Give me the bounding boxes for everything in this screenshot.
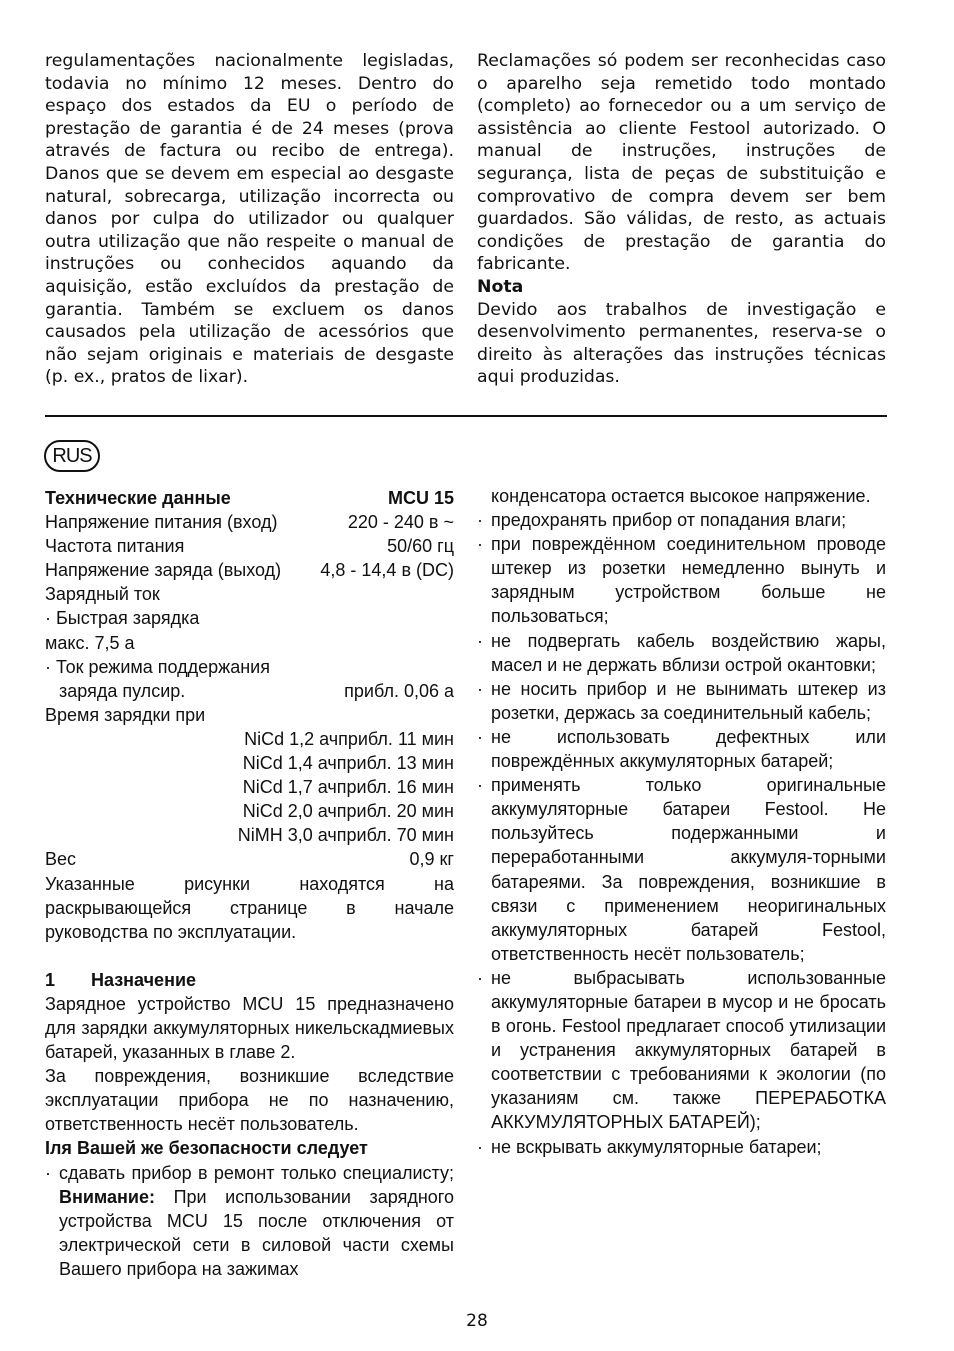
safety-heading: Іля Вашей же безопасности следует bbox=[45, 1138, 368, 1159]
figures-note: Указанные рисунки находятся на раскрывающейся странице в начале руководства по эксплуатации. bbox=[45, 873, 454, 942]
liability-paragraph: За повреждения, возникшие вследствие эксплуатации прибора не по назначению, ответственность несёт пользователь. bbox=[45, 1066, 454, 1135]
weight-row bbox=[45, 847, 454, 871]
tech-data-title: Технические данные bbox=[45, 488, 231, 508]
russian-right-column bbox=[477, 484, 886, 1159]
claims-paragraph: Reclamações só podem ser reconhecidas caso o aparelho seja remetido todo montado (completo) ao fornecedor ou a um serviço de assistência ao cliente Festool autorizado. O manual de instruções, instruções de segurança, lista de peças de substituição e comprovativo de compra devem ser bem guardados. São válidas, de resto, as actuais condições de prestação de garantia do fabricante. bbox=[477, 51, 886, 275]
section-number: 1 bbox=[45, 969, 56, 990]
pulse-label: заряда пулсир. bbox=[59, 680, 186, 701]
charge-time-row: NiCd 2,0 ачприбл. 20 мин bbox=[242, 801, 454, 822]
russian-left-column bbox=[45, 486, 454, 1281]
nota-heading: Nota bbox=[477, 276, 524, 297]
section-1-heading bbox=[45, 968, 454, 992]
attention-label: Внимание: bbox=[59, 1186, 155, 1207]
bullet-continuation: конденсатора остается высокое напряжение. bbox=[491, 486, 871, 506]
spec-row bbox=[45, 510, 454, 534]
maintenance-current-label: · Ток режима поддержания bbox=[45, 656, 270, 677]
list-item: · не вскрывать аккумуляторные батареи; bbox=[477, 1135, 886, 1159]
spec-label: Напряжение питания (вход) bbox=[45, 512, 278, 533]
purpose-paragraph: Зарядное устройство MCU 15 предназначено для зарядки аккумуляторных никельскадмиевых батарей, указанных в главе 2. bbox=[45, 993, 454, 1063]
spec-label: Частота питания bbox=[45, 536, 185, 557]
list-item: · не выбрасывать использованные аккумуляторные батареи в мусор и не бросать в огонь. Festool предлагает способ утилизации и устранения аккумуляторных батарей в соответствии с требованиями к экологии (по указаниям см. также ПЕРЕРАБОТКА АККУМУЛЯТОРНЫХ БАТАРЕЙ); bbox=[477, 966, 886, 1135]
fast-charge-value: макс. 7,5 а bbox=[45, 632, 135, 653]
charge-time-row: NiMH 3,0 ачприбл. 70 мин bbox=[237, 825, 454, 846]
spec-row bbox=[45, 534, 454, 558]
list-item: · применять только оригинальные аккумуляторные батареи Festool. Не пользуйтесь подержанными и переработанными аккумуля-торными батареями. За повреждения, возникшие в связи с применением неоригинальных аккумуляторных батарей Festool, ответственность несёт пользователь; bbox=[477, 773, 886, 966]
list-item: · не подвергать кабель воздействию жары, масел и не держать вблизи острой окантовки; bbox=[477, 629, 886, 677]
list-item: · при повреждённом соединительном проводе штекер из розетки немедленно вынуть и зарядным устройством больше не пользоваться; bbox=[477, 532, 886, 628]
spec-label: Напряжение заряда (выход) bbox=[45, 560, 282, 581]
section-divider bbox=[45, 415, 887, 417]
charge-current-label: Зарядный ток bbox=[45, 584, 160, 605]
weight-label: Вес bbox=[45, 849, 77, 870]
safety-list-right bbox=[477, 508, 886, 1159]
charge-time-row: NiCd 1,4 ачприбл. 13 мин bbox=[242, 753, 454, 774]
spec-value: 4,8 - 14,4 в (DC) bbox=[320, 560, 454, 581]
charge-time-label: Время зарядки при bbox=[45, 704, 206, 725]
model-name: MCU 15 bbox=[387, 488, 454, 508]
page-number: 28 bbox=[466, 1311, 488, 1331]
portuguese-right-column bbox=[477, 50, 886, 389]
charge-time-row: NiCd 1,2 ачприбл. 11 мин bbox=[244, 728, 454, 749]
list-item: · не носить прибор и не вынимать штекер из розетки, держась за соединительный кабель; bbox=[477, 677, 886, 725]
pulse-row bbox=[45, 679, 454, 703]
list-item: · предохранять прибор от попадания влаги; bbox=[477, 508, 886, 532]
spec-value: 50/60 гц bbox=[387, 536, 454, 557]
safety-list-left bbox=[45, 1161, 454, 1281]
portuguese-left-column bbox=[45, 50, 454, 389]
spec-value: 220 - 240 в ~ bbox=[347, 512, 454, 533]
weight-value: 0,9 кг bbox=[409, 849, 454, 870]
section-title: Назначение bbox=[91, 969, 197, 990]
pulse-value: прибл. 0,06 а bbox=[344, 680, 454, 701]
charge-time-row: NiCd 1,7 ачприбл. 16 мин bbox=[242, 777, 454, 798]
tech-data-heading bbox=[45, 486, 454, 510]
nota-paragraph: Devido aos trabalhos de investigação e desenvolvimento permanentes, reserva-se o direito às alterações das instruções técnicas aqui produzidas. bbox=[477, 299, 886, 388]
language-badge-rus: RUS bbox=[44, 440, 100, 472]
list-item: · сдавать прибор в ремонт только специалисту; Внимание: При использовании зарядного устройства MCU 15 после отключения от электрической сети в силовой части схемы Вашего прибора на зажимах bbox=[45, 1161, 454, 1281]
warranty-paragraph: regulamentações nacionalmente legisladas, todavia no mínimo 12 meses. Dentro do espaço dos estados da EU o período de prestação de garantia é de 24 meses (prova através de factura ou recibo de entrega). Danos que se devem em especial ao desgaste natural, sobrecarga, utilização incorrecta ou danos por culpa do utilizador ou qualquer outra utilização que não respeite o manual de instruções ou conhecidos aquando da aquisição, estão excluídos da prestação de garantia. Também se excluem os danos causados pela utilização de acessórios que não sejam originais e materiais de desgaste (p. ex., pratos de lixar). bbox=[45, 51, 454, 388]
list-item: · не использовать дефектных или повреждённых аккумуляторных батарей; bbox=[477, 725, 886, 773]
spec-row bbox=[45, 558, 454, 582]
fast-charge-label: · Быстрая зарядка bbox=[45, 608, 200, 629]
